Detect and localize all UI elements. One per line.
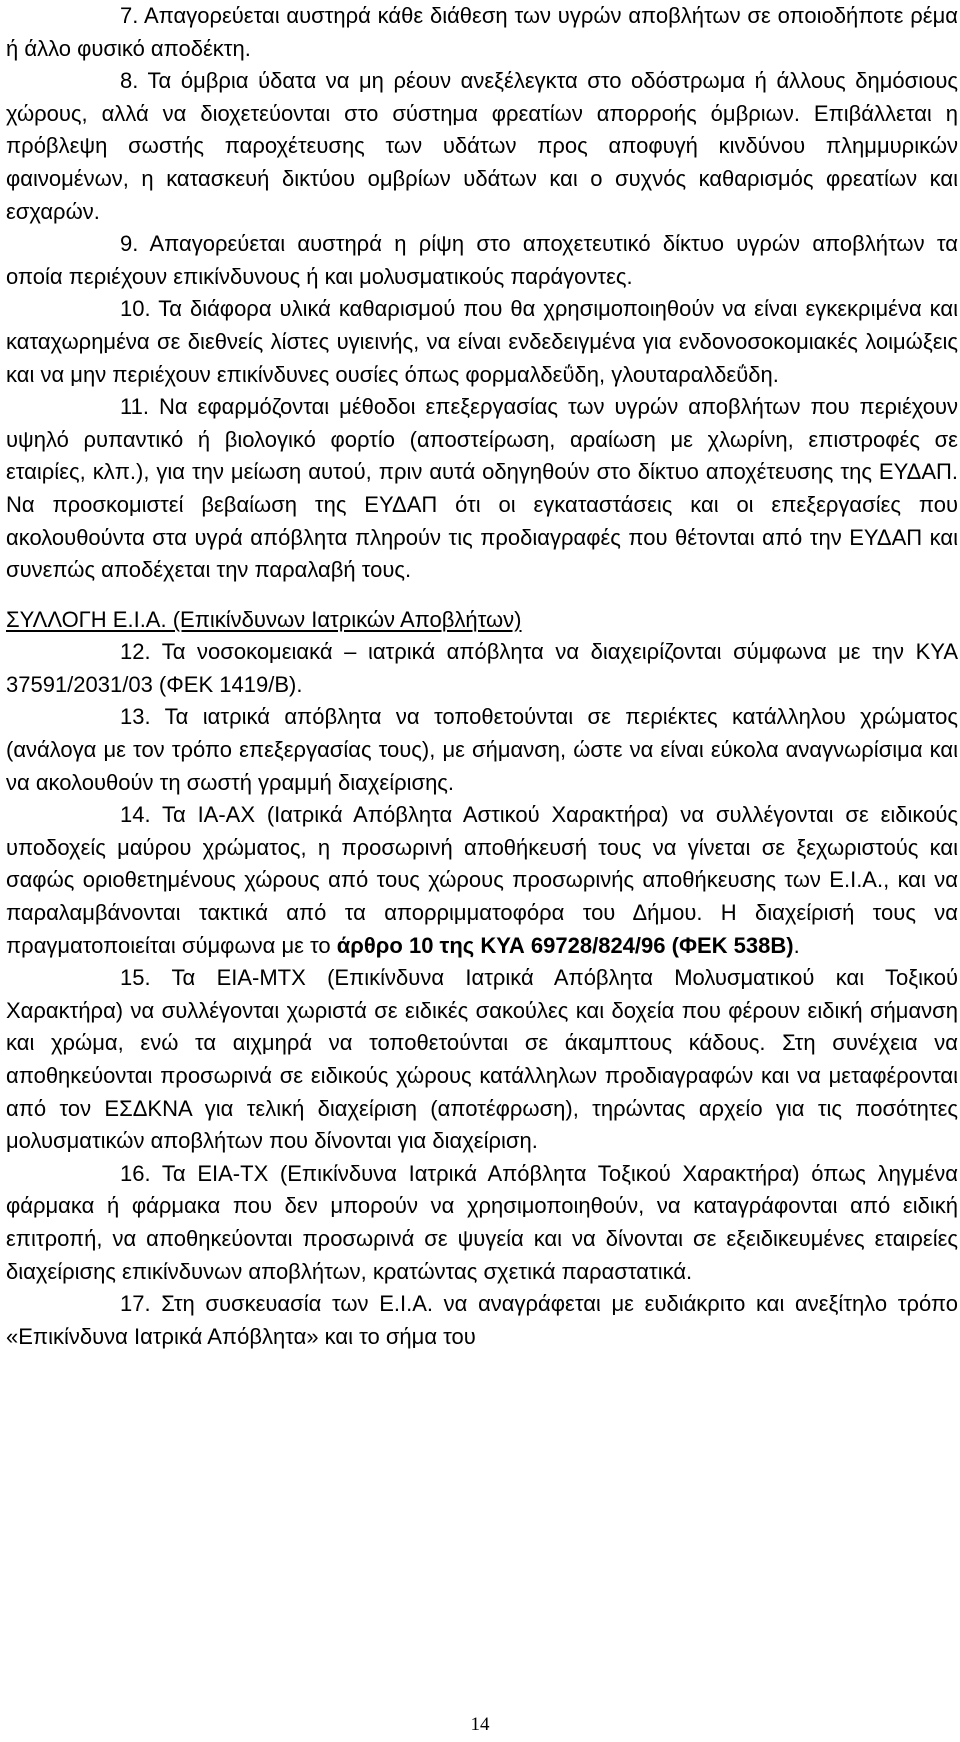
item-13 bbox=[6, 701, 958, 799]
item-11 bbox=[6, 391, 958, 587]
item-17 bbox=[6, 1288, 958, 1353]
item-7 bbox=[6, 0, 958, 65]
item-text: Τα ΙΑ-ΑΧ (Ιατρικά Απόβλητα Αστικού Χαρακτήρα) να συλλέγονται σε ειδικούς υποδοχείς μαύρου χρώματος, η προσωρινή αποθήκευσή τους να γίνεται σε ξεχωριστούς και σαφώς οριοθετημένους χώρους από τους χώρους προσωρινής αποθήκευσης των Ε.Ι.Α., και να παραλαμβάνονται τακτικά από τα απορριμματοφόρα του Δήμου. Η διαχείρισή τους να πραγματοποιείται σύμφωνα με το bbox=[6, 802, 958, 958]
section-heading: ΣΥΛΛΟΓΗ Ε.Ι.Α. (Επικίνδυνων Ιατρικών Αποβλήτων) bbox=[6, 606, 522, 632]
item-number: 8. bbox=[120, 68, 139, 94]
item-16 bbox=[6, 1158, 958, 1288]
item-text: Τα ΕΙΑ-ΤΧ (Επικίνδυνα Ιατρικά Απόβλητα Τοξικού Χαρακτήρα) όπως ληγμένα φάρμακα ή φάρμακα που δεν μπορούν να χρησιμοποιηθούν, να καταγράφονται από ειδική επιτροπή, να αποθηκεύονται προσωρινά σε ψυγεία και να δίνονται σε εξειδικευμένες εταιρείες διαχείρισης επικίνδυνων αποβλήτων, κρατώντας σχετικά παραστατικά. bbox=[6, 1160, 959, 1284]
item-text: Να εφαρμόζονται μέθοδοι επεξεργασίας των υγρών αποβλήτων που περιέχουν υψηλό ρυπαντικό ή βιολογικό φορτίο (αποστείρωση, αραίωση με χλωρίνη, επιστροφές σε εταιρίες, κλπ.), για την μείωση αυτού, πριν αυτά οδηγηθούν στο δίκτυο αποχέτευσης της ΕΥΔΑΠ. Να προσκομιστεί βεβαίωση της ΕΥΔΑΠ ότι οι εγκαταστάσεις και οι επεξεργασίες που ακολουθούντα στα υγρά απόβλητα πληρούν τις προδιαγραφές που θέτονται από την ΕΥΔΑΠ και συνεπώς αποδέχεται την παραλαβή τους. bbox=[6, 394, 958, 583]
item-bold-reference: άρθρο 10 της ΚΥΑ 69728/824/96 (ΦΕΚ 538Β) bbox=[336, 932, 794, 958]
item-number: 15. bbox=[120, 965, 151, 991]
item-12 bbox=[6, 636, 958, 701]
item-text: Τα νοσοκομειακά – ιατρικά απόβλητα να διαχειρίζονται σύμφωνα με την ΚΥΑ 37591/2031/03 (ΦΕΚ 1419/Β). bbox=[6, 639, 958, 697]
item-text: Τα όμβρια ύδατα να μη ρέουν ανεξέλεγκτα στο οδόστρωμα ή άλλους δημόσιους χώρους, αλλά να διοχετεύονται στο σύστημα φρεατίων απορροής όμβριων. Επιβάλλεται η πρόβλεψη σωστής παροχέτευσης των υδάτων προς αποφυγή κινδύνου πλημμυρικών φαινομένων, η κατασκευή δικτύου ομβρίων υδάτων και ο συχνός καθαρισμός φρεατίων και εσχαρών. bbox=[6, 68, 959, 224]
item-number: 12. bbox=[120, 639, 151, 665]
item-text-tail: . bbox=[793, 932, 800, 958]
item-text: Απαγορεύεται αυστηρά η ρίψη στο αποχετευτικό δίκτυο υγρών αποβλήτων τα οποία περιέχουν επικίνδυνους ή και μολυσματικούς παράγοντες. bbox=[6, 231, 958, 289]
document-page bbox=[6, 0, 958, 1353]
item-number: 16. bbox=[120, 1160, 151, 1186]
item-number: 10. bbox=[120, 296, 151, 322]
page-number: 14 bbox=[470, 1714, 490, 1735]
item-text: Τα ΕΙΑ-ΜΤΧ (Επικίνδυνα Ιατρικά Απόβλητα Μολυσματικού και Τοξικού Χαρακτήρα) να συλλέγονται χωριστά σε ειδικές σακούλες και δοχεία που φέρουν ειδική σήμανση και χρώμα, ενώ τα αιχμηρά να τοποθετούνται σε άκαμπτους κάδους. Στη συνέχεια να αποθηκεύονται προσωρινά σε ειδικούς χώρους κατάλληλων προδιαγραφών και να μεταφέρονται από τον ΕΣΔΚΝΑ για τελική διαχείριση (αποτέφρωση), τηρώντας αρχείο για τις ποσότητες μολυσματικών αποβλήτων που δίνονται για διαχείριση. bbox=[6, 965, 958, 1154]
item-9 bbox=[6, 228, 958, 293]
item-8 bbox=[6, 65, 958, 228]
item-number: 9. bbox=[120, 231, 139, 257]
item-number: 17. bbox=[120, 1291, 151, 1317]
item-text: Στη συσκευασία των Ε.Ι.Α. να αναγράφεται με ευδιάκριτο και ανεξίτηλο τρόπο «Επικίνδυνα Ιατρικά Απόβλητα» και το σήμα του bbox=[6, 1291, 958, 1349]
item-number: 7. bbox=[120, 3, 139, 28]
item-10 bbox=[6, 293, 958, 391]
item-text: Τα ιατρικά απόβλητα να τοποθετούνται σε περιέκτες κατάλληλου χρώματος (ανάλογα με τον τρόπο επεξεργασίας τους), με σήμανση, ώστε να είναι εύκολα αναγνωρίσιμα και να ακολουθούν τη σωστή γραμμή διαχείρισης. bbox=[6, 704, 958, 795]
item-15 bbox=[6, 962, 958, 1158]
item-number: 13. bbox=[120, 704, 151, 730]
item-14 bbox=[6, 799, 958, 962]
item-text: Τα διάφορα υλικά καθαρισμού που θα χρησιμοποιηθούν να είναι εγκεκριμένα και καταχωρημένα σε διεθνείς λίστες υγιεινής, να είναι ενδεδειγμένα για ενδονοσοκομιακές λοιμώξεις και να μην περιέχουν επικίνδυνες ουσίες όπως φορμαλδεΰδη, γλουταραλδεΰδη. bbox=[6, 296, 958, 387]
item-text: Απαγορεύεται αυστηρά κάθε διάθεση των υγρών αποβλήτων σε οποιοδήποτε ρέμα ή άλλο φυσικό αποδέκτη. bbox=[6, 3, 958, 61]
item-number: 14. bbox=[120, 802, 151, 828]
item-number: 11. bbox=[120, 394, 149, 420]
